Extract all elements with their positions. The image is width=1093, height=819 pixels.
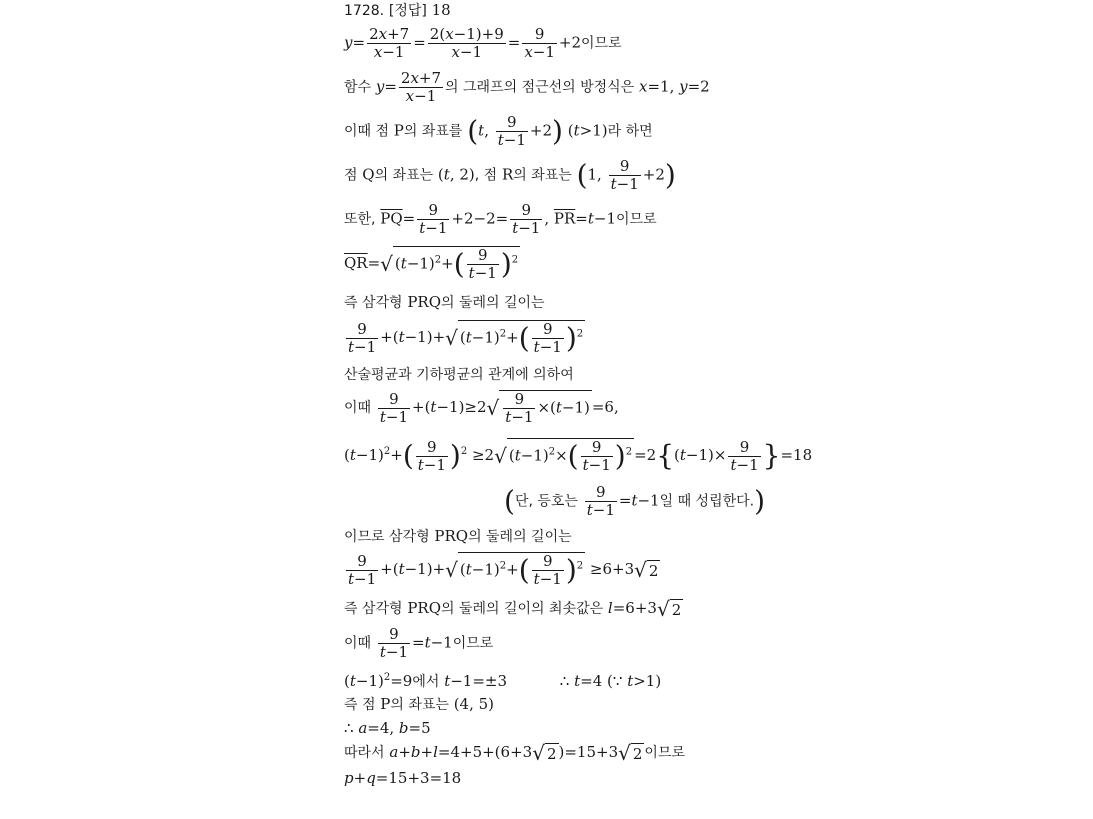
line-19: ∴ a=4, b=5	[344, 719, 431, 737]
line-9	[344, 364, 574, 385]
line-6: $\overline{QR}=√$ $(t-1)^2+$( $\frac{9}{t-1}$ )$^2$	[344, 246, 519, 282]
line-9-text: 산술평균과 기하평균의 관계에 의하여	[344, 367, 574, 383]
answer-value: 18	[431, 1, 451, 19]
line-1: y= $\frac{2x+7}{x-1}$ = $\frac{2(x-1)+9}{x-1}$ = $\frac{9}{x-1}$ +2이므로	[344, 25, 622, 61]
line-4-mid1: 의 좌표는	[374, 167, 434, 184]
line-5: 또한, $\overline{PQ}=$ $\frac{9}{t-1}$ +2−2= $\frac{9}{t-1}$ , $\overline{PR}=t-1$이므로	[344, 201, 657, 237]
line-2: 함수 y= $\frac{2x+7}{x-1}$ 의 그래프의 점근선의 방정식은 x=1, y=2	[344, 69, 710, 105]
line-16-suffix: 이므로	[452, 635, 494, 652]
answer-header	[344, 0, 451, 21]
line-18-prefix: 즉 점	[344, 697, 376, 713]
line-15: 즉 삼각형 PRQ의 둘레의 길이의 최솟값은 l=6+3√ 2	[344, 597, 682, 622]
line-13-suffix: 의 둘레의 길이는	[468, 529, 572, 545]
line-15-prefix: 즉 삼각형	[344, 601, 403, 617]
answer-label: [정답]	[388, 3, 427, 19]
line-3-suffix: 라 하면	[607, 123, 653, 140]
line-20: 따라서 a+b+l=4+5+(6+3√ 2 )=15+3√ 2 이므로	[344, 741, 685, 766]
line-18-mid: 의 좌표는	[390, 697, 449, 713]
line-4-prefix: 점	[344, 167, 358, 184]
line-7-text: 즉 삼각형	[344, 295, 403, 311]
line-3-mid: 의 좌표를	[403, 123, 463, 140]
line-11: $(t-1)^2+$( $\frac{9}{t-1}$ )$^2$ ≥2√ $(t-1)^2\times$( $\frac{9}{t-1}$ )$^2$ =2{(t−1)× $\frac{9}{t-1}$ }=18	[344, 437, 813, 474]
line-4-mid2: , 점	[474, 167, 498, 184]
line-2-prefix: 함수	[344, 79, 372, 96]
line-12-close: 일 때 성립한다.	[659, 493, 755, 510]
line-18: 즉 점 P의 좌표는 (4, 5)	[344, 695, 495, 713]
line-16: 이때 $\frac{9}{t-1}$ =t−1이므로	[344, 625, 494, 661]
line-15-mid: 의 둘레의 길이의 최솟값은	[441, 601, 604, 617]
line-12: (단, 등호는 $\frac{9}{t-1}$ =t−1일 때 성립한다.)	[504, 483, 766, 519]
line-10: 이때 $\frac{9}{t-1}$ +(t−1)≥2√ $\frac{9}{t-1}$ ×(t−1) =6,	[344, 389, 619, 426]
line-20-prefix: 따라서	[344, 745, 385, 761]
line-12-open: 단, 등호는	[514, 493, 578, 510]
line-13-prefix: 이므로 삼각형	[344, 529, 430, 545]
line-17-mid: 에서	[412, 674, 440, 690]
line-4: 점 Q의 좌표는 (t, 2), 점 R의 좌표는 (1, $\frac{9}{t-1}$ +2)	[344, 157, 676, 193]
line-13: 이므로 삼각형 PRQ의 둘레의 길이는	[344, 527, 572, 545]
line-3: 이때 점 P의 좌표를 (t, $\frac{9}{t-1}$ +2) (t>1)라 하면	[344, 113, 653, 149]
line-20-suffix: 이므로	[644, 745, 685, 761]
line-14: $\frac{9}{t-1}$ +(t−1)+√ $(t-1)^2+$( $\frac{9}{t-1}$ )$^2$ ≥6+3√ 2	[348, 551, 659, 588]
line-2-mid: 의 그래프의 점근선의 방정식은	[445, 79, 635, 96]
line-7-suffix: 의 둘레의 길이는	[441, 295, 545, 311]
line-3-prefix: 이때 점	[344, 123, 390, 140]
line-17: $(t-1)^2=9$에서 t−1=±3 ∴ t=4 (∵ t>1)	[344, 672, 662, 690]
line-8: $\frac{9}{t-1}$ +(t−1)+√ $(t-1)^2+$( $\frac{9}{t-1}$ )$^2$	[348, 319, 584, 356]
line-21: p+q=15+3=18	[344, 769, 462, 787]
line-5-suffix: 이므로	[616, 211, 657, 228]
line-10-prefix: 이때	[344, 400, 372, 416]
line-16-prefix: 이때	[344, 635, 372, 652]
line-7: 즉 삼각형 PRQ의 둘레의 길이는	[344, 293, 545, 311]
line-1-suffix: 이므로	[581, 35, 622, 52]
line-5-prefix: 또한,	[344, 211, 376, 228]
line-4-mid3: 의 좌표는	[513, 167, 572, 184]
problem-number: 1728.	[344, 3, 385, 19]
